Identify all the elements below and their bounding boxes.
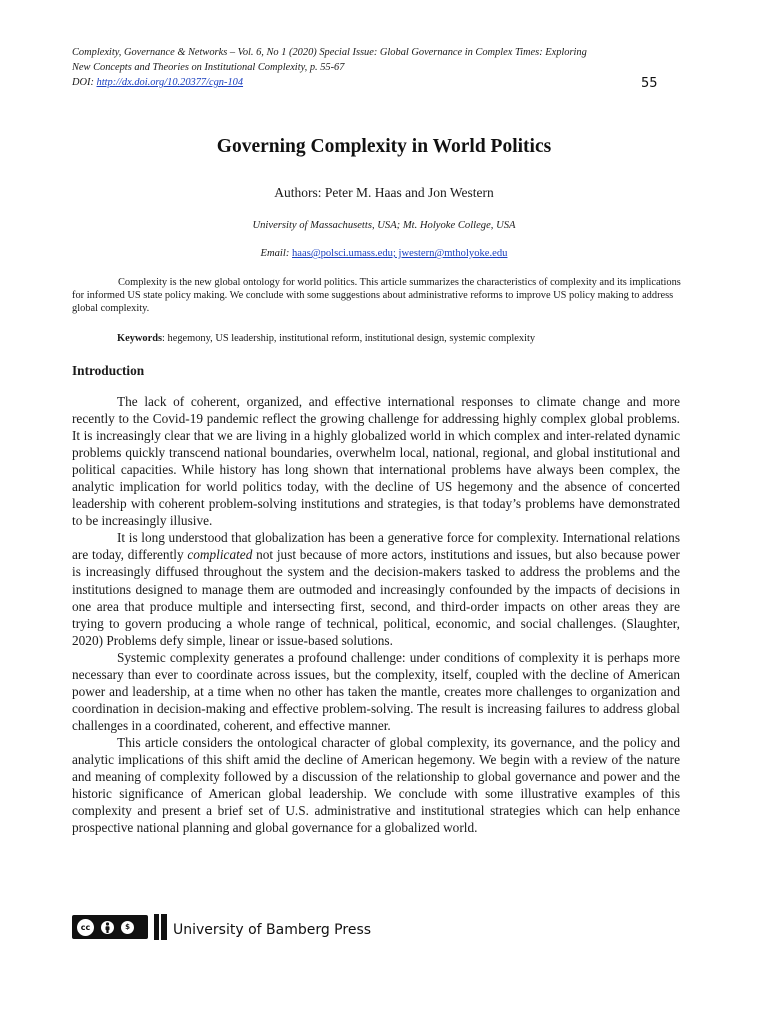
by-icon <box>99 919 116 936</box>
paragraph-1: The lack of coherent, organized, and effective international responses to climate change and more recently to the Covid-19 pandemic reflect the growing challenge for addressing highly complex global problems. It is increasingly clear that we are living in a highly globalized world in which complex and inter-related dynamic problems quickly transcend national boundaries, overwhelm local, national, regional, and global institutional and political capacities. While history has long shown that international problems have always been complex, the analytic implication for world politics today, with the decline of US hegemony and the absence of concerted leadership with coherent problem-solving institutions and strategies, is that today’s problems have demonstrated to be increasingly illusive. <box>72 394 680 529</box>
journal-citation-line-2: New Concepts and Theories on Institutional Complexity, p. 55-67 <box>72 62 345 73</box>
doi-link[interactable]: http://dx.doi.org/10.20377/cgn-104 <box>96 77 244 88</box>
page-number: 55 <box>641 76 658 91</box>
authors-line: Authors: Peter M. Haas and Jon Western <box>274 185 494 200</box>
cc-icon: cc <box>75 917 96 938</box>
bamberg-press-logo-icon <box>154 914 167 940</box>
doi-line <box>72 75 632 90</box>
keywords-label: Keywords <box>117 333 163 344</box>
publisher-name: University of Bamberg Press <box>173 922 372 938</box>
logo-bar-right <box>161 914 167 940</box>
publisher-footer <box>72 914 371 940</box>
affiliation-line: University of Massachusetts, USA; Mt. Holyoke College, USA <box>252 220 516 231</box>
paragraph-2-emphasis: complicated <box>187 547 253 563</box>
email-line <box>0 248 768 259</box>
keywords-line <box>117 333 687 344</box>
introduction-body <box>72 393 680 836</box>
email-link[interactable]: haas@polsci.umass.edu; jwestern@mtholyoke.edu <box>292 248 508 259</box>
paragraph-3: Systemic complexity generates a profound challenge: under conditions of complexity it is perhaps more necessary than ever to coordinate across issues, but the complexity, itself, coupled with the decline of American power and leadership, at a time when no other has taken the mantle, creates more challenges to organization and coordination in decision-making and effective problem-solving. The result is increasing failures to address global challenges in a coordinated, coherent, and effective manner. <box>72 649 680 733</box>
abstract: Complexity is the new global ontology for world politics. This article summarizes the characteristics of complexity and its implications for informed US state policy making. We conclude with some suggestions about administrative reforms to improve US policy making to address global complexity. <box>72 277 681 314</box>
paragraph-2-part-1: It is long understood that globalization has been a generative force for complexity. International relations are today, differently <box>72 530 680 563</box>
journal-citation-line-1: Complexity, Governance & Networks – Vol. 6, No 1 (2020) Special Issue: Global Governance in Complex Times: Exploring <box>72 47 587 58</box>
running-head <box>72 45 632 90</box>
article-title: Governing Complexity in World Politics <box>216 136 552 157</box>
person-icon <box>103 922 112 933</box>
paragraph-2-part-2: not just because of more actors, institutions and issues, but also because power is increasingly diffused throughout the system and the decision-makers tasked to address the problems and the institutions designed to manage them are outmoded and increasingly confounded by the impacts of decisions in one area that produce multiple and intersecting first, second, and third-order impacts on other areas they are trying to govern producing a whole range of technical, political, economic, and social challenges. (Slaughter, 2020) Problems defy simple, linear or issue-based solutions. <box>72 547 680 648</box>
section-heading-introduction: Introduction <box>72 363 145 378</box>
nc-icon: $ <box>119 919 136 936</box>
doi-label: DOI: <box>72 77 97 88</box>
paragraph-2 <box>72 529 680 648</box>
keywords-list: : hegemony, US leadership, institutional reform, institutional design, systemic complexity <box>162 333 536 344</box>
logo-bar-left <box>154 914 159 940</box>
cc-license-badge[interactable] <box>72 915 148 939</box>
paragraph-4: This article considers the ontological character of global complexity, its governance, and the policy and analytic implications of this shift amid the decline of American hegemony. We begin with a review of the nature and meaning of complexity followed by a discussion of the relationship to global governance and power and the historic significance of American global leadership. We conclude with some illustrative examples of this complexity and present a brief set of U.S. administrative and institutional strategies which can help enhance prospective national planning and global governance for a globalized world. <box>72 734 680 836</box>
email-label: Email: <box>260 248 292 259</box>
